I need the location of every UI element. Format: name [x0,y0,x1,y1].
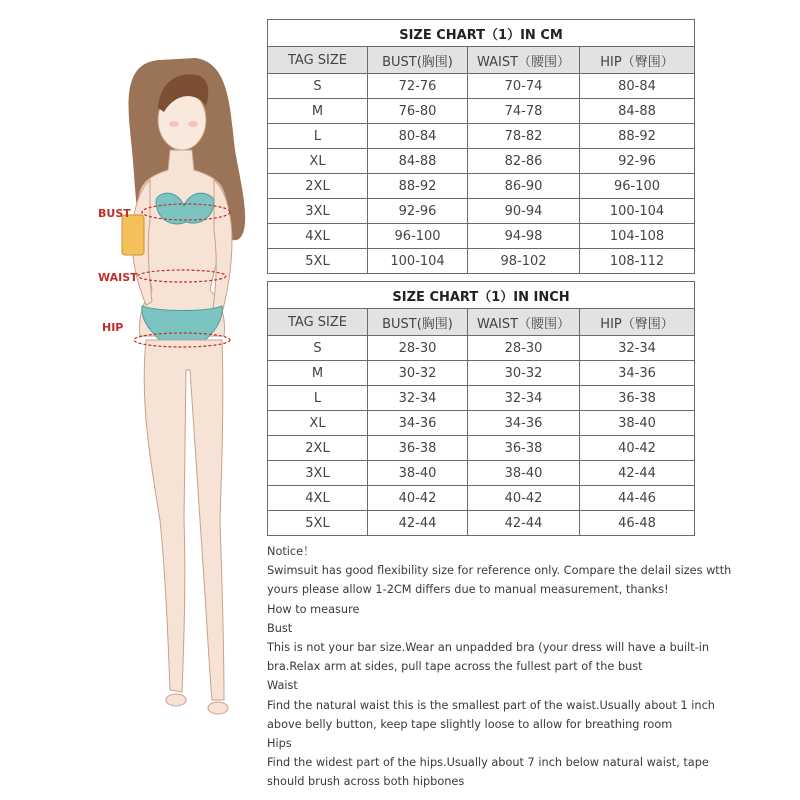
table-row [268,99,695,124]
cell: 80-84 [580,74,695,99]
cell: 92-96 [368,199,468,224]
cell: 40-42 [368,486,468,511]
cell: 36-38 [580,386,695,411]
cell: 28-30 [468,336,580,361]
cell: 90-94 [468,199,580,224]
cell: 100-104 [580,199,695,224]
note-line: bra.Relax arm at sides, pull tape across the fullest part of the bust [267,660,643,674]
table-row [268,249,695,274]
cell: 36-38 [468,436,580,461]
cell: 84-88 [580,99,695,124]
header-bust: BUST(胸围) [368,309,468,336]
cell: 38-40 [580,411,695,436]
cell: 96-100 [368,224,468,249]
cell: 34-36 [468,411,580,436]
cell: 46-48 [580,511,695,536]
cell: 38-40 [468,461,580,486]
note-line: This is not your bar size.Wear an unpadded bra (your dress will have a built-in [267,641,710,655]
cell: M [268,99,368,124]
cell: 78-82 [468,124,580,149]
cell: M [268,361,368,386]
cell: 40-42 [468,486,580,511]
note-line: Find the natural waist this is the smallest part of the waist.Usually about 1 inch [267,698,715,712]
table-row [268,486,695,511]
cell: 42-44 [468,511,580,536]
legs [144,340,224,700]
cell: 74-78 [468,99,580,124]
size-chart-cm [267,19,695,274]
cell: 28-30 [368,336,468,361]
cell: 32-34 [368,386,468,411]
waist-heading: Waist [267,679,298,693]
measurement-notes [267,542,737,792]
cell: S [268,336,368,361]
header-waist: WAIST（腰围） [468,47,580,74]
cell: 30-32 [368,361,468,386]
bust-heading: Bust [267,621,293,635]
cell: 4XL [268,486,368,511]
model-illustration [0,40,265,800]
cell: 36-38 [368,436,468,461]
cell: 92-96 [580,149,695,174]
note-line: Find the widest part of the hips.Usually about 7 inch below natural waist, tape [267,756,709,770]
cell: 82-86 [468,149,580,174]
cell: 94-98 [468,224,580,249]
cell: 44-46 [580,486,695,511]
cell: 88-92 [368,174,468,199]
chart-title: SIZE CHART（1）IN INCH [268,282,695,309]
cell: 5XL [268,511,368,536]
table-row [268,199,695,224]
cell: 32-34 [468,386,580,411]
cell: 5XL [268,249,368,274]
cell: XL [268,149,368,174]
cell: 100-104 [368,249,468,274]
header-hip: HIP（臀围） [580,47,695,74]
cell: 4XL [268,224,368,249]
note-line: should brush across both hipbones [267,775,465,789]
table-row [268,411,695,436]
header-waist: WAIST（腰围） [468,309,580,336]
cell: 2XL [268,436,368,461]
cell: 96-100 [580,174,695,199]
header-hip: HIP（臀围） [580,309,695,336]
hips-heading: Hips [267,737,292,751]
cell: L [268,386,368,411]
table-row [268,511,695,536]
note-line: yours please allow 1-2CM differs due to manual measurement, thanks! [267,583,669,597]
header-tag-size: TAG SIZE [268,309,368,336]
cell: 30-32 [468,361,580,386]
cell: 104-108 [580,224,695,249]
bust-label: BUST [98,207,131,220]
table-row [268,149,695,174]
table-row [268,336,695,361]
cell: 3XL [268,461,368,486]
cell: 76-80 [368,99,468,124]
cell: 3XL [268,199,368,224]
size-chart-inch [267,281,695,536]
notice-heading: Notice！ [267,545,315,558]
table-row [268,74,695,99]
drink-cup [122,215,144,255]
cell: 42-44 [368,511,468,536]
cell: 72-76 [368,74,468,99]
cell: 32-34 [580,336,695,361]
cell: 34-36 [368,411,468,436]
cell: 86-90 [468,174,580,199]
table-row [268,361,695,386]
table-row [268,224,695,249]
cell: 84-88 [368,149,468,174]
table-row [268,174,695,199]
table-row [268,124,695,149]
header-bust: BUST(胸围) [368,47,468,74]
cell: 88-92 [580,124,695,149]
how-to-measure-heading: How to measure [267,602,360,616]
cell: 98-102 [468,249,580,274]
waist-label: WAIST [98,271,138,284]
chart-title: SIZE CHART（1）IN CM [268,20,695,47]
cell: 70-74 [468,74,580,99]
hip-label: HIP [102,321,124,334]
table-row [268,461,695,486]
cell: 2XL [268,174,368,199]
cell: 80-84 [368,124,468,149]
note-line: above belly button, keep tape slightly loose to allow for breathing room [267,717,673,731]
table-row [268,386,695,411]
cell: S [268,74,368,99]
cell: 42-44 [580,461,695,486]
model-figure [0,40,265,800]
cell: 108-112 [580,249,695,274]
cell: 34-36 [580,361,695,386]
header-tag-size: TAG SIZE [268,47,368,74]
table-row [268,436,695,461]
cell: L [268,124,368,149]
cell: XL [268,411,368,436]
note-line: Swimsuit has good flexibility size for reference only. Compare the delail sizes wtth [267,564,732,578]
cell: 40-42 [580,436,695,461]
cell: 38-40 [368,461,468,486]
